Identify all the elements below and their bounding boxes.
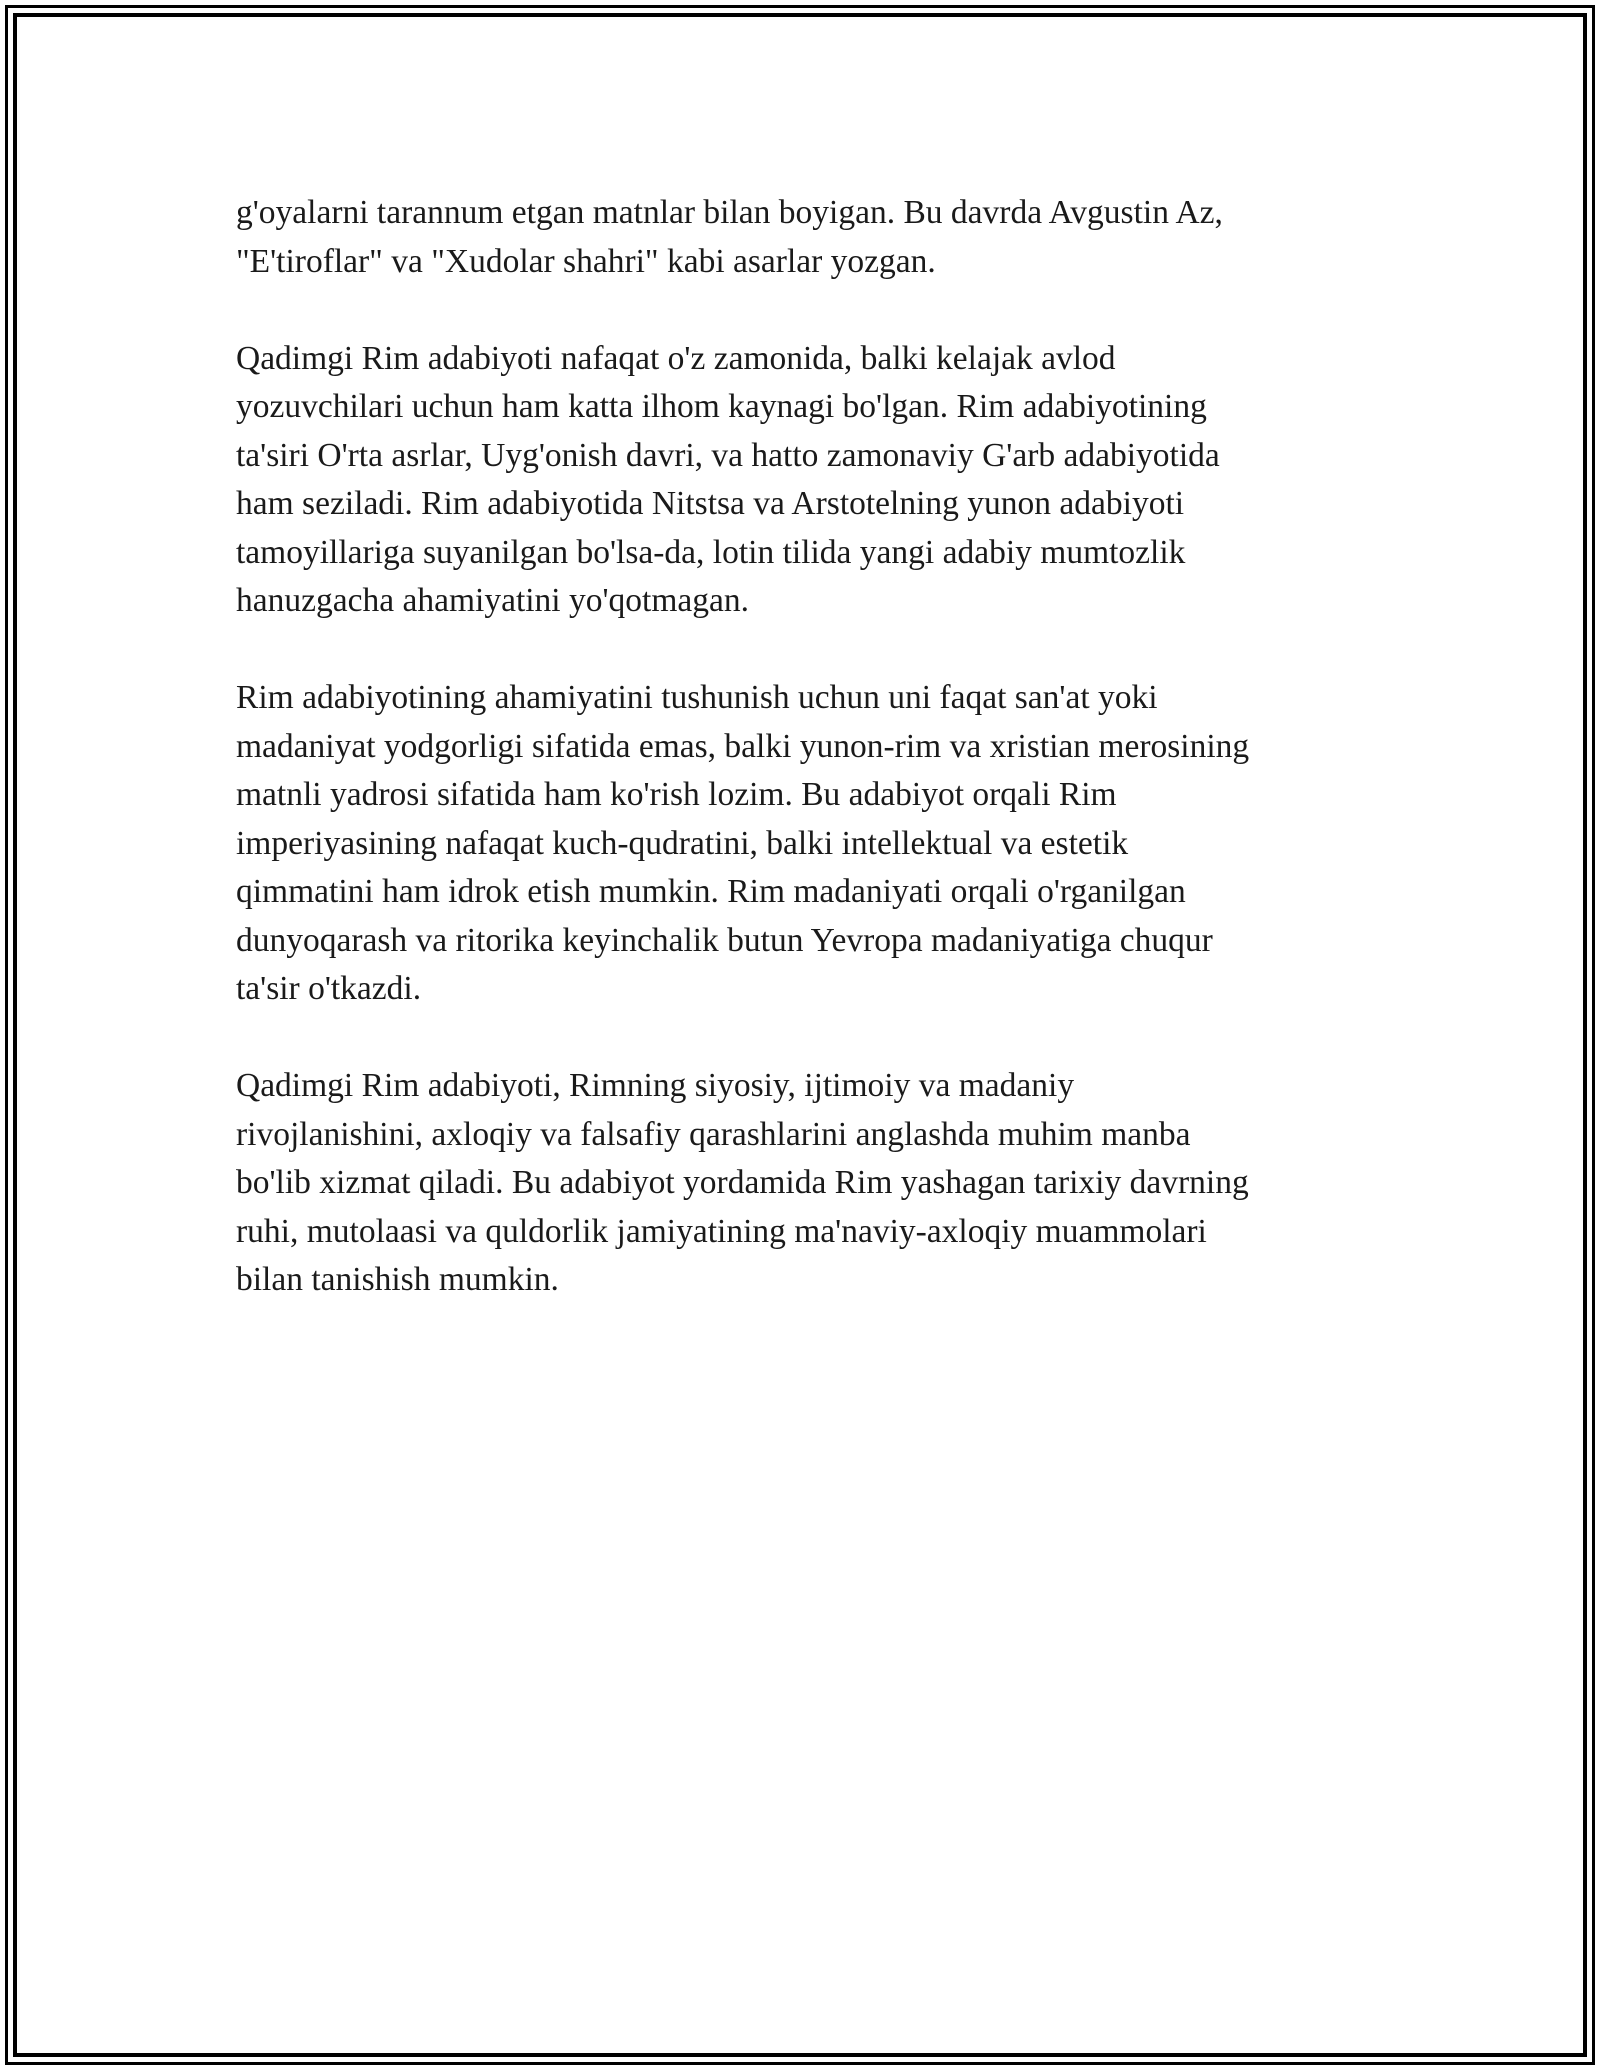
document-body (236, 189, 1356, 1353)
paragraph-4: Qadimgi Rim adabiyoti, Rimning siyosiy, ijtimoiy va madaniy rivojlanishini, axloqiy va falsafiy qarashlarini anglashda muhim manba bo'lib xizmat qiladi. Bu adabiyot yordamida Rim yashagan tarixiy davrning ruhi, mutolaasi va quldorlik jamiyatining ma'naviy-axloqiy muammolari bilan tanishish mumkin. (236, 1067, 1249, 1298)
paragraph-2: Qadimgi Rim adabiyoti nafaqat o'z zamonida, balki kelajak avlod yozuvchilari uchun ham katta ilhom kaynagi bo'lgan. Rim adabiyotining ta'siri O'rta asrlar, Uyg'onish davri, va hatto zamonaviy G'arb adabiyotida ham seziladi. Rim adabiyotida Nitstsa va Arstotelning yunon adabiyoti tamoyillariga suyanilgan bo'lsa-da, lotin tilida yangi adabiy mumtozlik hanuzgacha ahamiyatini yo'qotmagan. (236, 339, 1220, 619)
paragraph-3: Rim adabiyotining ahamiyatini tushunish uchun uni faqat san'at yoki madaniyat yodgorligi sifatida emas, balki yunon-rim va xristian merosining matnli yadrosi sifatida ham ko'rish lozim. Bu adabiyot orqali Rim imperiyasining nafaqat kuch-qudratini, balki intellektual va estetik qimmatini ham idrok etish mumkin. Rim madaniyati orqali o'rganilgan dunyoqarash va ritorika keyinchalik butun Yevropa madaniyatiga chuqur ta'sir o'tkazdi. (236, 679, 1250, 1007)
paragraph-1: g'oyalarni tarannum etgan matnlar bilan boyigan. Bu davrda Avgustin Az, "E'tiroflar" va "Xudolar shahri" kabi asarlar yozgan. (236, 194, 1223, 280)
